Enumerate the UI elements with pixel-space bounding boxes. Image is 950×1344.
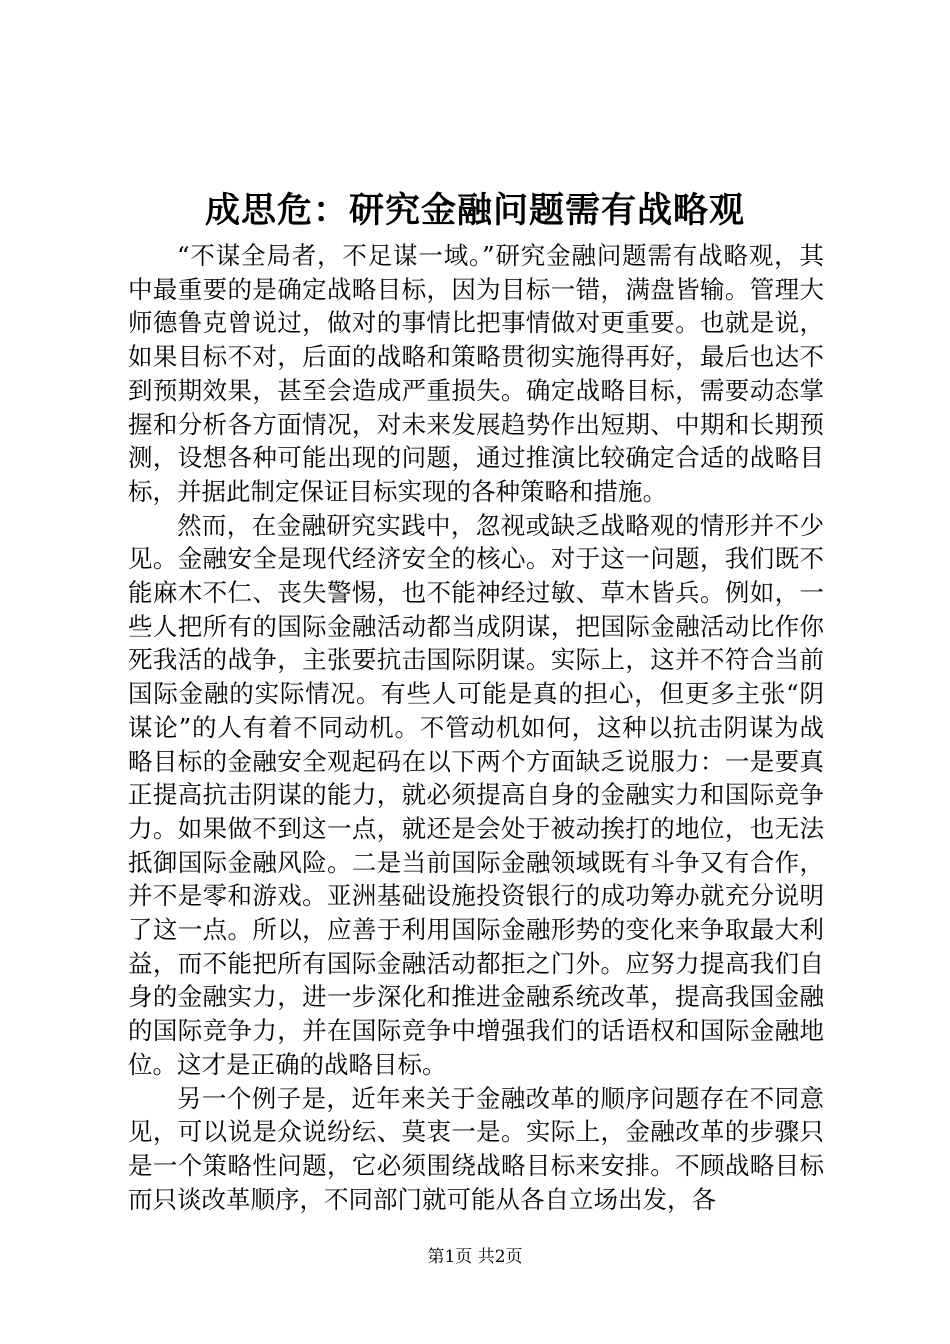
page-number-footer: 第1页 共2页 [427,1247,523,1267]
paragraph-2: 然而，在金融研究实践中，忽视或缺乏战略观的情形并不少见。金融安全是现代经济安全的核心。对于这一问题，我们既不能麻木不仁、丧失警惕，也不能神经过敏、草木皆兵。例如，一些人把所有的国际金融活动都当成阴谋，把国际金融活动比作你死我活的战争，主张要抗击国际阴谋。实际上，这并不符合当前国际金融的实际情况。有些人可能是真的担心，但更多主张“阴谋论”的人有着不同动机。不管动机如何，这种以抗击阴谋为战略目标的金融安全观起码在以下两个方面缺乏说服力：一是要真正提高抗击阴谋的能力，就必须提高自身的金融实力和国际竞争力。如果做不到这一点，就还是会处于被动挨打的地位，也无法抵御国际金融风险。二是当前国际金融领域既有斗争又有合作，并不是零和游戏。亚洲基础设施投资银行的成功筹办就充分说明了这一点。所以，应善于利用国际金融形势的变化来争取最大利益，而不能把所有国际金融活动都拒之门外。应努力提高我们自身的金融实力，进一步深化和推进金融系统改革，提高我国金融的国际竞争力，并在国际竞争中增强我们的话语权和国际金融地位。这才是正确的战略目标。 [128,510,824,1079]
paragraph-3: 另一个例子是，近年来关于金融改革的顺序问题存在不同意见，可以说是众说纷纭、莫衷一是。实际上，金融改革的步骤只是一个策略性问题，它必须围绕战略目标来安排。不顾战略目标而只谈改革顺序，不同部门就可能从各自立场出发，各 [128,1083,824,1214]
document-title: 成思危：研究金融问题需有战略观 [204,190,745,231]
paragraph-1: “不谋全局者，不足谋一域。”研究金融问题需有战略观，其中最重要的是确定战略目标，因为目标一错，满盘皆输。管理大师德鲁克曾说过，做对的事情比把事情做对更重要。也就是说，如果目标不对，后面的战略和策略贯彻实施得再好，最后也达不到预期效果，甚至会造成严重损失。确定战略目标，需要动态掌握和分析各方面情况，对未来发展趋势作出短期、中期和长期预测，设想各种可能出现的问题，通过推演比较确定合适的战略目标，并据此制定保证目标实现的各种策略和措施。 [128,241,824,506]
document-body [128,239,824,1216]
